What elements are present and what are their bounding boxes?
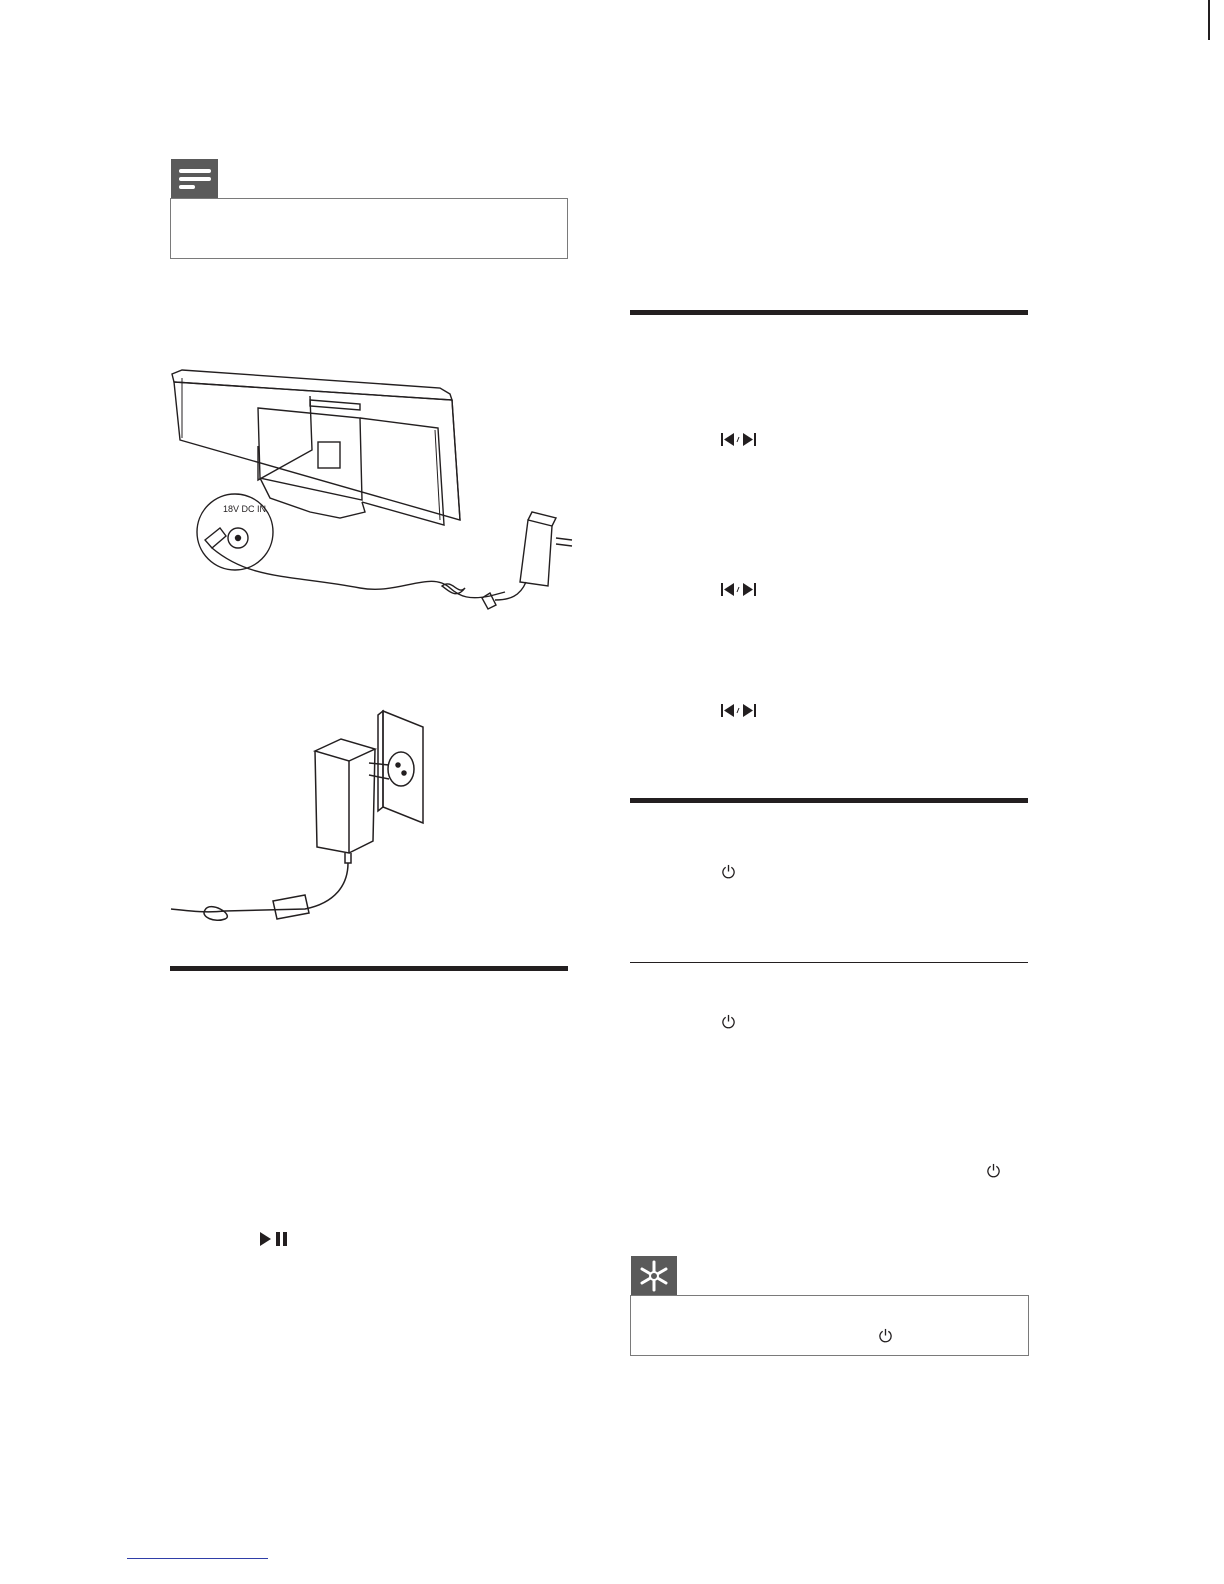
skip-prev-next-icon — [721, 704, 757, 717]
power-icon — [721, 864, 736, 879]
note-icon — [171, 159, 218, 199]
power-icon — [878, 1328, 893, 1343]
page-edge-marker — [1208, 0, 1210, 40]
dc-in-label: 18V DC IN — [223, 504, 267, 514]
power-icon — [721, 1014, 736, 1029]
play-pause-icon — [260, 1232, 292, 1246]
section-rule — [630, 310, 1028, 315]
skip-prev-next-icon — [721, 433, 757, 446]
adapter-connection-illustration — [160, 360, 590, 620]
note-box — [170, 198, 568, 259]
wall-socket-illustration — [165, 705, 435, 930]
skip-prev-next-icon — [721, 583, 757, 596]
tip-box — [630, 1295, 1029, 1356]
subsection-rule — [630, 962, 1028, 963]
section-rule — [170, 966, 568, 971]
power-icon — [986, 1163, 1001, 1178]
section-rule — [630, 798, 1028, 803]
footer-link-underline[interactable] — [127, 1558, 268, 1559]
tip-asterisk-icon — [631, 1256, 677, 1296]
